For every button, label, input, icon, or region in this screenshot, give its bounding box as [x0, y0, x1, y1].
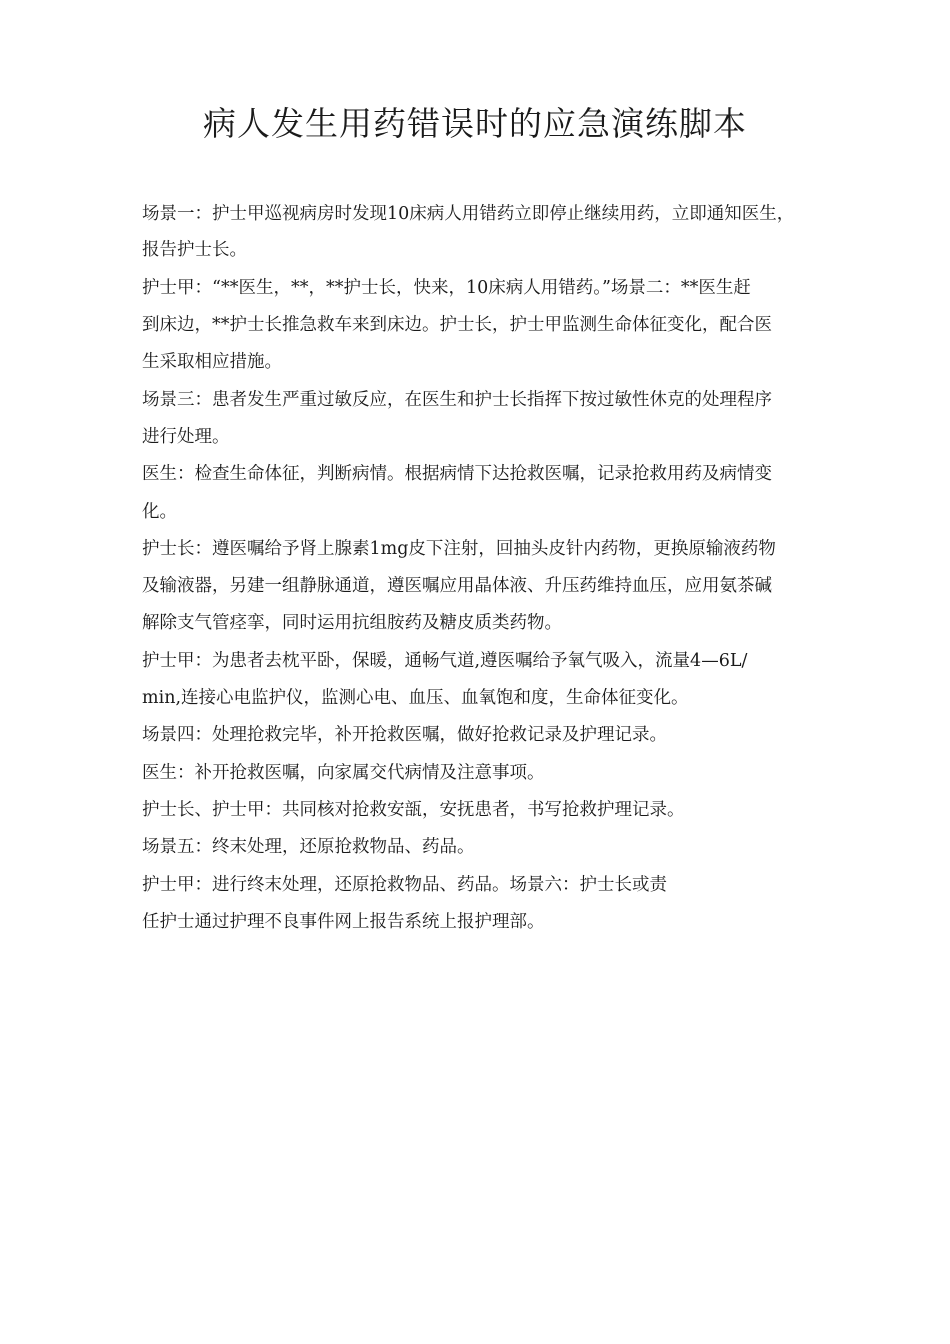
text-line: min,连接心电监护仪，监测心电、血压、血氧饱和度，生命体征变化。 [142, 688, 689, 708]
text-line: 医生：检查生命体征，判断病情。根据病情下达抢救医嘱，记录抢救用药及病情变 [142, 464, 772, 484]
text-line: 报告护士长。 [142, 240, 247, 260]
text-line: 护士长、护士甲：共同核对抢救安瓿，安抚患者，书写抢救护理记录。 [142, 800, 685, 820]
text-line: 场景五：终末处理，还原抢救物品、药品。 [142, 837, 475, 857]
text-line: 场景三：患者发生严重过敏反应，在医生和护士长指挥下按过敏性休克的处理程序 [142, 390, 772, 410]
text-line: 任护士通过护理不良事件网上报告系统上报护理部。 [142, 912, 545, 932]
text-line: 化。 [142, 502, 177, 522]
text-line: 解除支气管痉挛，同时运用抗组胺药及糖皮质类药物。 [142, 613, 562, 633]
text-line: 护士甲：为患者去枕平卧，保暖，通畅气道,遵医嘱给予氧气吸入，流量4—6L/ [142, 651, 748, 671]
text-line: 及输液器，另建一组静脉通道，遵医嘱应用晶体液、升压药维持血压，应用氨茶碱 [142, 576, 772, 596]
text-line: 到床边，**护士长推急救车来到床边。护士长，护士甲监测生命体征变化，配合医 [142, 315, 772, 335]
text-line: 护士甲：进行终末处理，还原抢救物品、药品。场景六：护士长或责 [142, 875, 667, 895]
text-line: 生采取相应措施。 [142, 352, 282, 372]
text-line: 进行处理。 [142, 427, 230, 447]
text-line: 护士长：遵医嘱给予肾上腺素1mg皮下注射，回抽头皮针内药物，更换原输液药物 [142, 539, 776, 559]
text-line: 医生：补开抢救医嘱，向家属交代病情及注意事项。 [142, 763, 545, 783]
text-line: 场景四：处理抢救完毕，补开抢救医嘱，做好抢救记录及护理记录。 [142, 725, 667, 745]
text-line: 护士甲：“**医生，**，**护士长，快来，10床病人用错药。”场景二：**医生赶 [142, 278, 751, 298]
text-line: 场景一：护士甲巡视病房时发现10床病人用错药立即停止继续用药，立即通知医生， [142, 204, 795, 224]
document-title: 病人发生用药错误时的应急演练脚本 [203, 104, 747, 143]
